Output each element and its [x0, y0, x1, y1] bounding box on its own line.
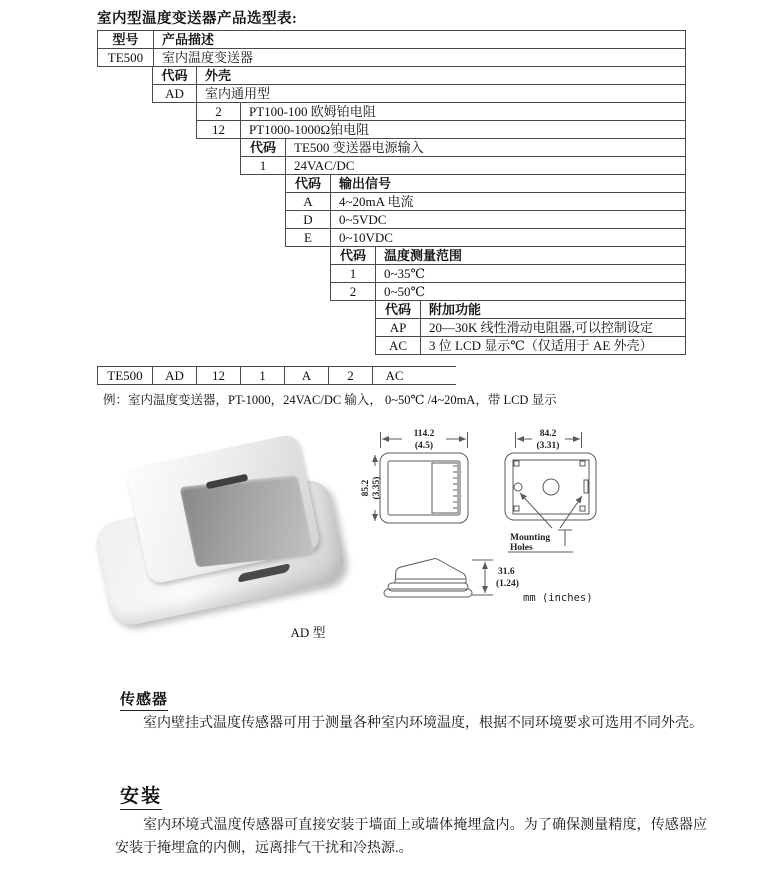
desc-cell: 0~50℃ [384, 284, 426, 299]
desc-cell: 温度测量范围 [384, 248, 463, 263]
table-row [330, 282, 686, 301]
sensor-body: 室内壁挂式温度传感器可用于测量各种室内环境温度，根据不同环境要求可选用不同外壳。 [143, 716, 703, 731]
code-cell: 2 [197, 103, 241, 120]
desc-cell: 24VAC/DC [294, 158, 355, 173]
mounting-arrow-left [520, 493, 552, 528]
code-cell: 1 [331, 265, 376, 282]
desc-cell: 室内温度变送器 [162, 50, 254, 65]
table-row [196, 102, 686, 121]
front-width-in: (4.5) [414, 441, 434, 451]
desc-cell: 0~10VDC [339, 230, 393, 245]
desc-cell: 3 位 LCD 显示℃（仅适用于 AE 外壳） [429, 338, 653, 353]
example-cell: TE500 [97, 366, 153, 385]
table-row [97, 30, 686, 49]
desc-cell: PT100-100 欧姆铂电阻 [249, 104, 376, 119]
desc-cell: 室内通用型 [205, 86, 271, 101]
mounting-arrow-right [560, 496, 582, 528]
example-cell: AD [152, 366, 197, 385]
code-cell: A [286, 193, 331, 210]
desc-cell: 输出信号 [339, 176, 392, 191]
code-cell: 代码 [153, 67, 197, 84]
desc-cell: 0~35℃ [384, 266, 426, 281]
table-row [285, 174, 686, 193]
example-cell: A [284, 366, 329, 385]
table-row [152, 66, 686, 85]
code-cell: 代码 [241, 139, 286, 156]
table-row [285, 228, 686, 247]
front-height-mm: 85.2 [361, 479, 371, 497]
desc-cell: 0~5VDC [339, 212, 387, 227]
code-cell: E [286, 229, 331, 246]
example-cell: AC [372, 366, 417, 385]
side-height-mm: 31.6 [498, 567, 515, 577]
mounting-slot-right [584, 480, 588, 493]
code-cell: 2 [331, 283, 376, 300]
table-row [285, 192, 686, 211]
dimension-drawing [360, 422, 700, 617]
side-view-plate [388, 583, 468, 591]
mounting-holes-label: Holes [510, 543, 533, 553]
table-row [330, 264, 686, 283]
code-cell: 代码 [286, 175, 331, 192]
table-row [97, 48, 686, 67]
example-cell: 12 [196, 366, 241, 385]
front-view-louvers [453, 466, 457, 508]
desc-cell: 外壳 [205, 68, 232, 83]
desc-cell: TE500 变送器电源输入 [294, 140, 424, 155]
back-view-inner [513, 460, 589, 514]
table-row [240, 138, 686, 157]
photo-display-panel [179, 475, 314, 568]
table-row [375, 300, 686, 319]
table-row [240, 156, 686, 175]
sensor-heading: 传感器 [120, 688, 168, 711]
side-view-flange [384, 589, 472, 597]
example-code-row [97, 366, 456, 385]
front-view-window [432, 463, 458, 513]
table-row [375, 336, 686, 355]
code-cell: 1 [241, 157, 286, 174]
code-cell: TE500 [98, 49, 154, 66]
desc-cell: 4~20mA 电流 [339, 194, 414, 209]
units-label: mm (inches) [523, 592, 593, 604]
mounting-holes-label: Mounting [510, 533, 551, 543]
code-cell: 12 [197, 121, 241, 138]
desc-cell: PT1000-1000Ω铂电阻 [249, 122, 370, 137]
install-heading: 安装 [120, 781, 162, 810]
code-cell: 代码 [376, 301, 421, 318]
code-cell: AD [153, 85, 197, 102]
code-cell: 代码 [331, 247, 376, 264]
page-title: 室内型温度变送器产品选型表: [97, 11, 298, 27]
code-cell: AC [376, 337, 421, 354]
example-note: 例：室内温度变送器，PT-1000，24VAC/DC 输入， 0~50℃ /4~20mA，带 LCD 显示 [103, 393, 557, 407]
table-row [330, 246, 686, 265]
table-row [285, 210, 686, 229]
table-row [375, 318, 686, 337]
back-view-center-hole [543, 479, 559, 495]
front-height-in: (3.35) [372, 476, 382, 500]
example-cell: 1 [240, 366, 285, 385]
table-row [196, 120, 686, 139]
product-photo [88, 438, 358, 623]
install-body: 室内环境式温度传感器可直接安装于墙面上或墙体掩埋盒内。为了确保测量精度，传感器应安装于掩埋盒的内侧，远离排气干扰和冷热源.。 [115, 818, 707, 856]
back-width-mm: 84.2 [539, 429, 557, 439]
mounting-hole-left [514, 483, 522, 491]
front-view-inner [388, 461, 460, 515]
back-width-in: (3.31) [536, 441, 560, 451]
figure-caption: AD 型 [290, 625, 326, 640]
side-height-in: (1.24) [496, 579, 519, 589]
code-cell: AP [376, 319, 421, 336]
code-cell: 型号 [98, 31, 154, 48]
code-cell: D [286, 211, 331, 228]
front-width-mm: 114.2 [413, 429, 435, 439]
desc-cell: 20—30K 线性滑动电阻器,可以控制设定 [429, 320, 653, 335]
table-row [152, 84, 686, 103]
example-cell: 2 [328, 366, 373, 385]
example-cell-empty [416, 366, 456, 385]
dimension-drawing-svg [360, 422, 700, 617]
selection-table [0, 30, 686, 355]
desc-cell: 产品描述 [162, 32, 215, 47]
desc-cell: 附加功能 [429, 302, 482, 317]
